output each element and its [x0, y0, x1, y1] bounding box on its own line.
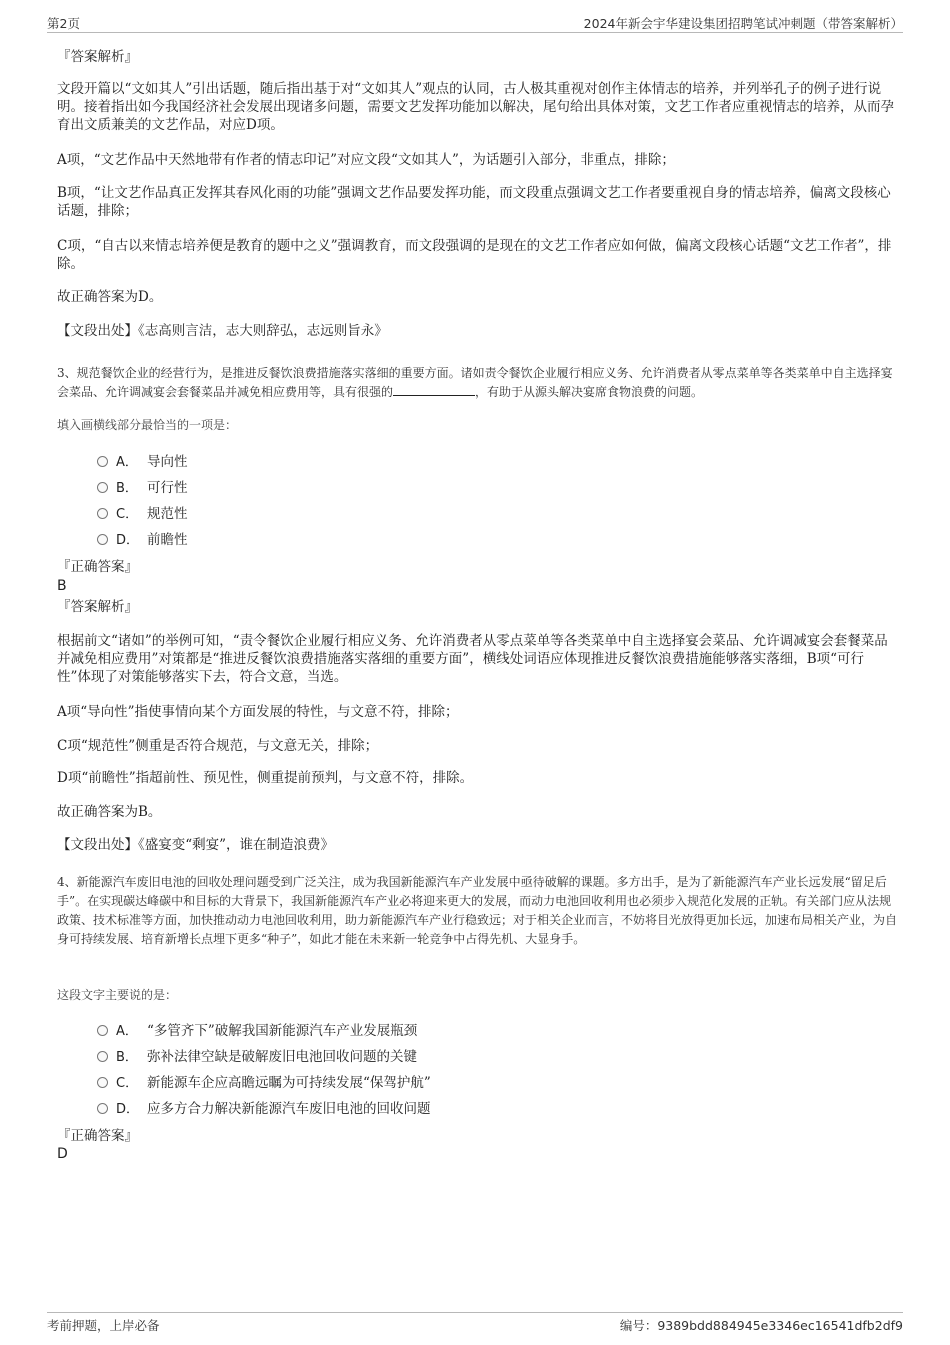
option-letter: C． — [116, 507, 139, 522]
option-a[interactable] — [97, 453, 877, 472]
conclusion-text: 故正确答案为B。 — [57, 804, 162, 820]
page-number: 第2页 — [47, 16, 80, 31]
question-prompt: 这段文字主要说的是： — [57, 988, 178, 1002]
question-prompt: 填入画横线部分最恰当的一项是： — [57, 418, 238, 432]
analysis-paragraph: A项“导向性”指使事情向某个方面发展的特性，与文意不符，排除； — [57, 704, 459, 720]
option-a[interactable] — [97, 1022, 877, 1041]
page-footer — [47, 1312, 903, 1333]
option-letter: A． — [116, 455, 138, 470]
correct-answer: B — [57, 578, 67, 594]
option-text: 可行性 — [147, 480, 188, 496]
option-c[interactable] — [97, 1074, 877, 1093]
option-text: “多管齐下”破解我国新能源汽车产业发展瓶颈 — [147, 1023, 418, 1039]
analysis-paragraph: 根据前文“诸如”的举例可知，“责令餐饮企业履行相应义务、允许消费者从零点菜单等各类菜单中自主选择宴会菜品、允许调减宴会套餐菜品并减免相应费用”对策都是“推进反餐饮浪费措施落实落细的重要方面”，横线处词语应体现推进反餐饮浪费措施能够落实落细，B项“可行性”体现了对策能够落实下去，符合文意，当选。 — [57, 633, 888, 685]
footer-slogan: 考前押题，上岸必备 — [47, 1318, 160, 1333]
answer-analysis-tag: 『答案解析』 — [57, 49, 138, 65]
option-text: 弥补法律空缺是破解废旧电池回收问题的关键 — [147, 1049, 417, 1065]
analysis-paragraph: A项，“文艺作品中天然地带有作者的情志印记”对应文段“文如其人”，为话题引入部分，非重点，排除； — [57, 152, 675, 168]
conclusion-text: 故正确答案为D。 — [57, 289, 163, 305]
fill-blank-line — [393, 383, 475, 396]
analysis-paragraph: C项“规范性”侧重是否符合规范，与文意无关，排除； — [57, 738, 379, 754]
analysis-paragraph: C项，“自古以来情志培养便是教育的题中之义”强调教育，而文段强调的是现在的文艺工作者应如何做，偏离文段核心话题“文艺工作者”，排除。 — [57, 238, 892, 272]
source-citation: 【文段出处】《志高则言洁，志大则辞弘，志远则旨永》 — [57, 323, 388, 339]
analysis-paragraph: B项，“让文艺作品真正发挥其春风化雨的功能”强调文艺作品要发挥功能，而文段重点强调文艺工作者要重视自身的情志培养，偏离文段核心话题，排除； — [57, 185, 891, 219]
option-d[interactable] — [97, 1100, 877, 1119]
option-letter: B． — [116, 1050, 138, 1065]
radio-icon[interactable] — [97, 1077, 108, 1088]
question-stem-after: ，有助于从源头解决宴席食物浪费的问题。 — [475, 385, 704, 399]
radio-icon[interactable] — [97, 508, 108, 519]
radio-icon[interactable] — [97, 456, 108, 467]
analysis-paragraph: 文段开篇以“文如其人”引出话题，随后指出基于对“文如其人”观点的认同，古人极其重视对创作主体情志的培养，并列举孔子的例子进行说明。接着指出如今我国经济社会发展出现诸多问题，需要文艺发挥功能加以解决，尾句给出具体对策，文艺工作者应重视情志的培养，从而孕育出文质兼美的文艺作品，对应D项。 — [57, 81, 894, 133]
option-letter: D． — [116, 1102, 140, 1117]
option-text: 新能源车企应高瞻远瞩为可持续发展“保驾护航” — [147, 1075, 431, 1091]
correct-answer-tag: 『正确答案』 — [57, 559, 138, 575]
source-citation: 【文段出处】《盛宴变“剩宴”，谁在制造浪费》 — [57, 837, 335, 853]
option-letter: D． — [116, 533, 140, 548]
document-serial: 编号：9389bdd884945e3346ec16541dfb2df9 — [619, 1318, 903, 1333]
option-b[interactable] — [97, 1048, 877, 1067]
correct-answer: D — [57, 1146, 68, 1162]
option-text: 导向性 — [147, 454, 188, 470]
option-text: 应多方合力解决新能源汽车废旧电池的回收问题 — [147, 1101, 431, 1117]
radio-icon[interactable] — [97, 534, 108, 545]
option-text: 规范性 — [147, 506, 188, 522]
page-header — [47, 14, 903, 33]
question-stem — [57, 364, 897, 402]
option-text: 前瞻性 — [147, 532, 188, 548]
radio-icon[interactable] — [97, 1103, 108, 1114]
answer-analysis-tag: 『答案解析』 — [57, 599, 138, 615]
option-letter: A． — [116, 1024, 138, 1039]
option-letter: C． — [116, 1076, 139, 1091]
question-stem: 4、新能源汽车废旧电池的回收处理问题受到广泛关注，成为我国新能源汽车产业发展中亟待破解的课题。多方出手，是为了新能源汽车产业长远发展“留足后手”。在实现碳达峰碳中和目标的大背景下，我国新能源汽车产业必将迎来更大的发展，而动力电池回收利用也必须步入规范化发展的正轨。有关部门应从法规政策、技术标准等方面，加快推动动力电池回收利用，助力新能源汽车产业行稳致远；对于相关企业而言，不妨将目光放得更加长远，加速布局相关产业，为自身可持续发展、培育新增长点埋下更多“种子”，如此才能在未来新一轮竞争中占得先机、大显身手。 — [57, 875, 898, 946]
option-b[interactable] — [97, 479, 877, 498]
document-title: 2024年新会宇华建设集团招聘笔试冲刺题（带答案解析） — [583, 16, 903, 31]
radio-icon[interactable] — [97, 1051, 108, 1062]
question-stem-before: 3、规范餐饮企业的经营行为，是推进反餐饮浪费措施落实落细的重要方面。诸如责令餐饮企业履行相应义务、允许消费者从零点菜单等各类菜单中自主选择宴会菜品、允许调减宴会套餐菜品并减免相应费用等，具有很强的 — [57, 366, 893, 399]
option-letter: B． — [116, 481, 138, 496]
option-d[interactable] — [97, 531, 877, 550]
option-c[interactable] — [97, 505, 877, 524]
radio-icon[interactable] — [97, 1025, 108, 1036]
correct-answer-tag: 『正确答案』 — [57, 1128, 138, 1144]
analysis-paragraph: D项“前瞻性”指超前性、预见性，侧重提前预判，与文意不符，排除。 — [57, 770, 474, 786]
radio-icon[interactable] — [97, 482, 108, 493]
